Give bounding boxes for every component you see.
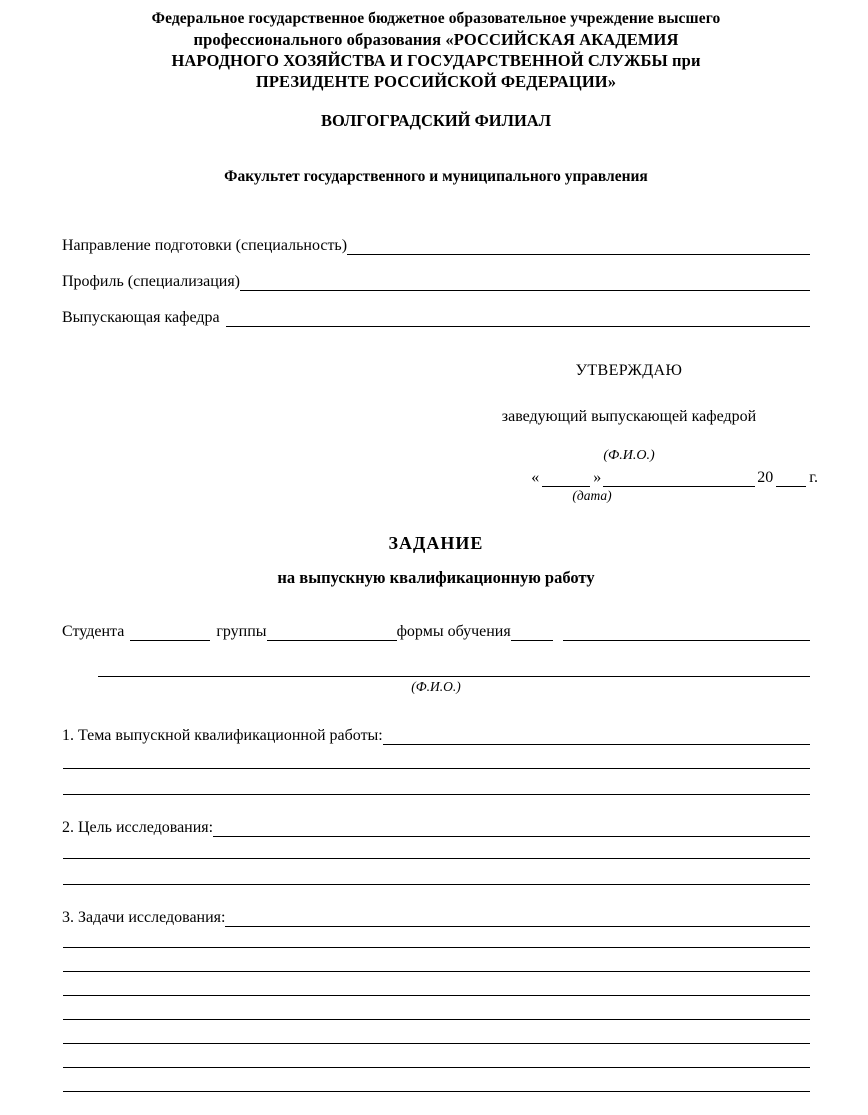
org-header-line-2: профессионального образования «РОССИЙСКАЯ АКАДЕМИЯ: [193, 30, 679, 49]
approval-post: заведующий выпускающей кафедрой: [501, 408, 757, 425]
field-row-department: [62, 308, 810, 327]
year-prefix: 20: [757, 469, 774, 486]
item-goal-blank-line-2[interactable]: [63, 884, 810, 885]
item-tasks-blank-line-5[interactable]: [63, 1043, 810, 1044]
group-input[interactable]: [267, 625, 397, 641]
item-row-topic: [62, 726, 810, 745]
student-info-row: [62, 622, 810, 641]
org-header-line-3: НАРОДНОГО ХОЗЯЙСТВА И ГОСУДАРСТВЕННОЙ СЛУЖБЫ при: [171, 51, 701, 70]
item-row-goal: [62, 818, 810, 837]
item-row-tasks: [62, 908, 810, 927]
quote-close: »: [593, 469, 602, 486]
approval-fio-caption: (Ф.И.О.): [603, 448, 655, 463]
page-title: ЗАДАНИЕ: [388, 533, 484, 553]
field-row-specialty: [62, 236, 810, 255]
group-label: группы: [216, 623, 267, 640]
item-tasks-blank-line-3[interactable]: [63, 995, 810, 996]
date-month-input[interactable]: [603, 471, 755, 487]
item-tasks-blank-line-4[interactable]: [63, 1019, 810, 1020]
branch-name: ВОЛГОГРАДСКИЙ ФИЛИАЛ: [321, 111, 551, 130]
org-header-line-1: Федеральное государственное бюджетное образовательное учреждение высшего: [151, 10, 721, 27]
item-input-topic[interactable]: [383, 729, 810, 745]
item-goal-blank-line-1[interactable]: [63, 858, 810, 859]
item-label-topic: 1. Тема выпускной квалификационной работы:: [62, 727, 383, 744]
item-tasks-blank-line-7[interactable]: [63, 1091, 810, 1092]
student-fio-caption: (Ф.И.О.): [411, 679, 461, 694]
field-input-profile[interactable]: [240, 275, 810, 291]
field-input-department[interactable]: [226, 311, 810, 327]
approval-date-line: [440, 468, 818, 487]
item-tasks-blank-line-1[interactable]: [63, 947, 810, 948]
page-subtitle: на выпускную квалификационную работу: [277, 568, 595, 587]
approval-date-caption: (дата): [572, 488, 612, 503]
field-row-profile: [62, 272, 810, 291]
item-topic-blank-line-1[interactable]: [63, 768, 810, 769]
item-topic-blank-line-2[interactable]: [63, 794, 810, 795]
student-extra-input[interactable]: [563, 625, 810, 641]
item-input-goal[interactable]: [213, 821, 810, 837]
approval-block: [440, 362, 818, 504]
item-label-goal: 2. Цель исследования:: [62, 819, 214, 836]
org-header-line-4: ПРЕЗИДЕНТЕ РОССИЙСКОЙ ФЕДЕРАЦИИ»: [255, 72, 617, 91]
study-form-label: формы обучения: [396, 623, 511, 640]
item-input-tasks[interactable]: [225, 911, 810, 927]
item-label-tasks: 3. Задачи исследования:: [62, 909, 226, 926]
student-fio-input[interactable]: [98, 662, 810, 677]
study-form-input[interactable]: [511, 625, 553, 641]
item-tasks-blank-line-2[interactable]: [63, 971, 810, 972]
field-input-specialty[interactable]: [347, 239, 810, 255]
date-year-input[interactable]: [776, 471, 806, 487]
approval-title: УТВЕРЖДАЮ: [575, 362, 683, 379]
student-number-input[interactable]: [130, 625, 210, 641]
date-day-input[interactable]: [542, 471, 590, 487]
year-suffix: г.: [809, 469, 818, 486]
quote-open: «: [531, 469, 540, 486]
field-label-department: Выпускающая кафедра: [62, 309, 220, 326]
student-label: Студента: [62, 623, 125, 640]
organisation-header: [62, 8, 810, 92]
faculty-name: Факультет государственного и муниципального управления: [224, 168, 648, 185]
field-label-profile: Профиль (специализация): [62, 273, 241, 290]
field-label-specialty: Направление подготовки (специальность): [62, 237, 348, 254]
item-tasks-blank-line-6[interactable]: [63, 1067, 810, 1068]
